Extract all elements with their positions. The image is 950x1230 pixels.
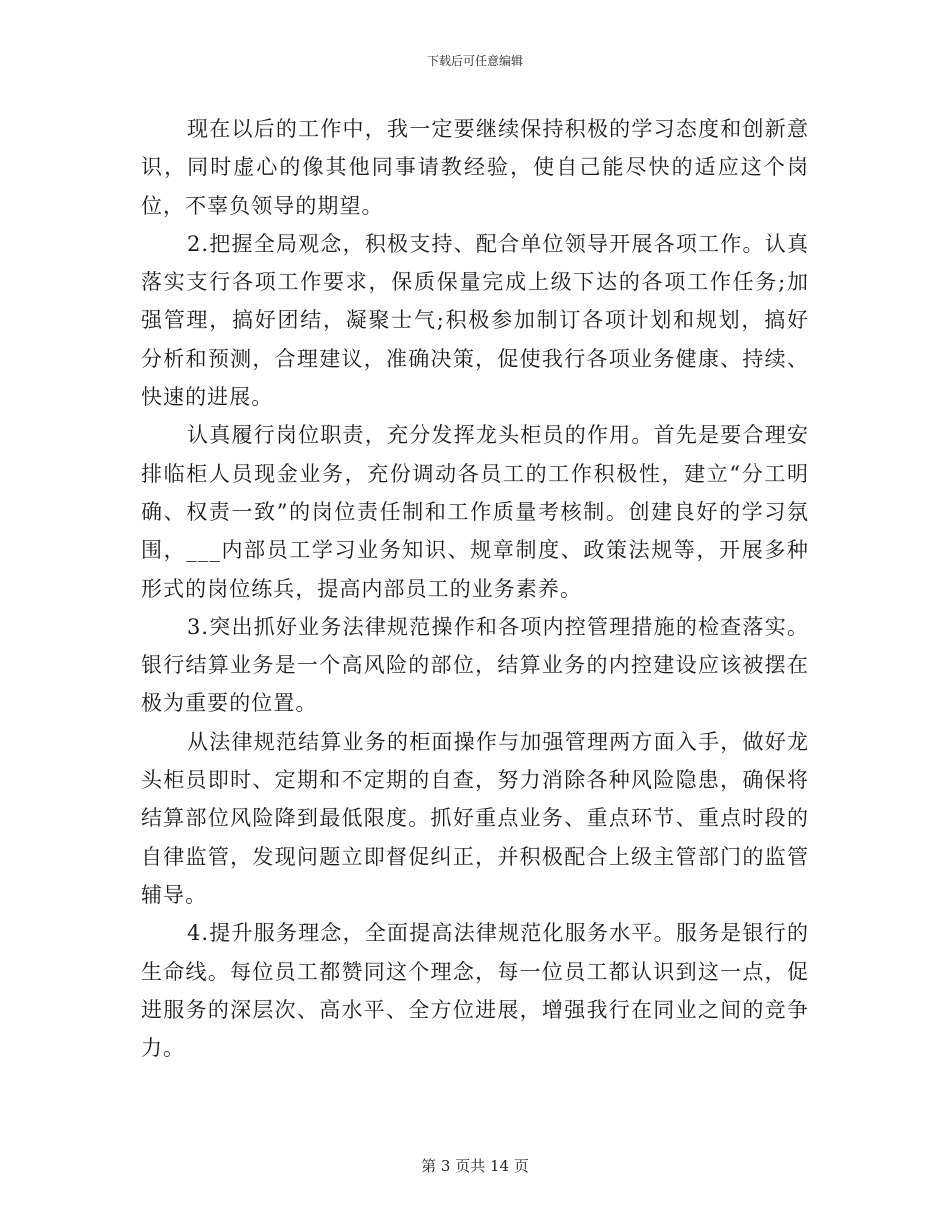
paragraph-5: 从法律规范结算业务的柜面操作与加强管理两方面入手，做好龙头柜员即时、定期和不定期的自查，努力消除各种风险隐患，确保将结算部位风险降到最低限度。抓好重点业务、重点环节、重点时段的自律监管，发现问题立即督促纠正，并积极配合上级主管部门的监管辅导。 [141,729,809,907]
paragraph-2: 2.把握全局观念，积极支持、配合单位领导开展各项工作。认真落实支行各项工作要求，保质保量完成上级下达的各项工作任务;加强管理，搞好团结，凝聚士气;积极参加制订各项计划和规划，搞好分析和预测，合理建议，准确决策，促使我行各项业务健康、持续、快速的进展。 [141,231,809,410]
page-number: 第 3 页共 14 页 [421,1157,529,1175]
paragraph-6: 4.提升服务理念，全面提高法律规范化服务水平。服务是银行的生命线。每位员工都赞同这个理念，每一位员工都认识到这一点，促进服务的深层次、高水平、全方位进展，增强我行在同业之间的竞争力。 [141,921,809,1061]
paragraph-3: 认真履行岗位职责，充分发挥龙头柜员的作用。首先是要合理安排临柜人员现金业务，充份调动各员工的工作积极性，建立“分工明确、权责一致”的岗位责任制和工作质量考核制。创建良好的学习氛围，___内部员工学习业务知识、规章制度、政策法规等，开展多种形式的岗位练兵，提高内部员工的业务素养。 [141,423,809,601]
paragraph-4: 3.突出抓好业务法律规范操作和各项内控管理措施的检查落实。银行结算业务是一个高风险的部位，结算业务的内控建设应该被摆在极为重要的位置。 [141,614,809,716]
document-body [141,110,809,1067]
page-header-note: 下载后可任意编辑 [426,54,523,68]
paragraph-1: 现在以后的工作中，我一定要继续保持积极的学习态度和创新意识，同时虚心的像其他同事请教经验，使自己能尽快的适应这个岗位，不辜负领导的期望。 [141,117,809,218]
